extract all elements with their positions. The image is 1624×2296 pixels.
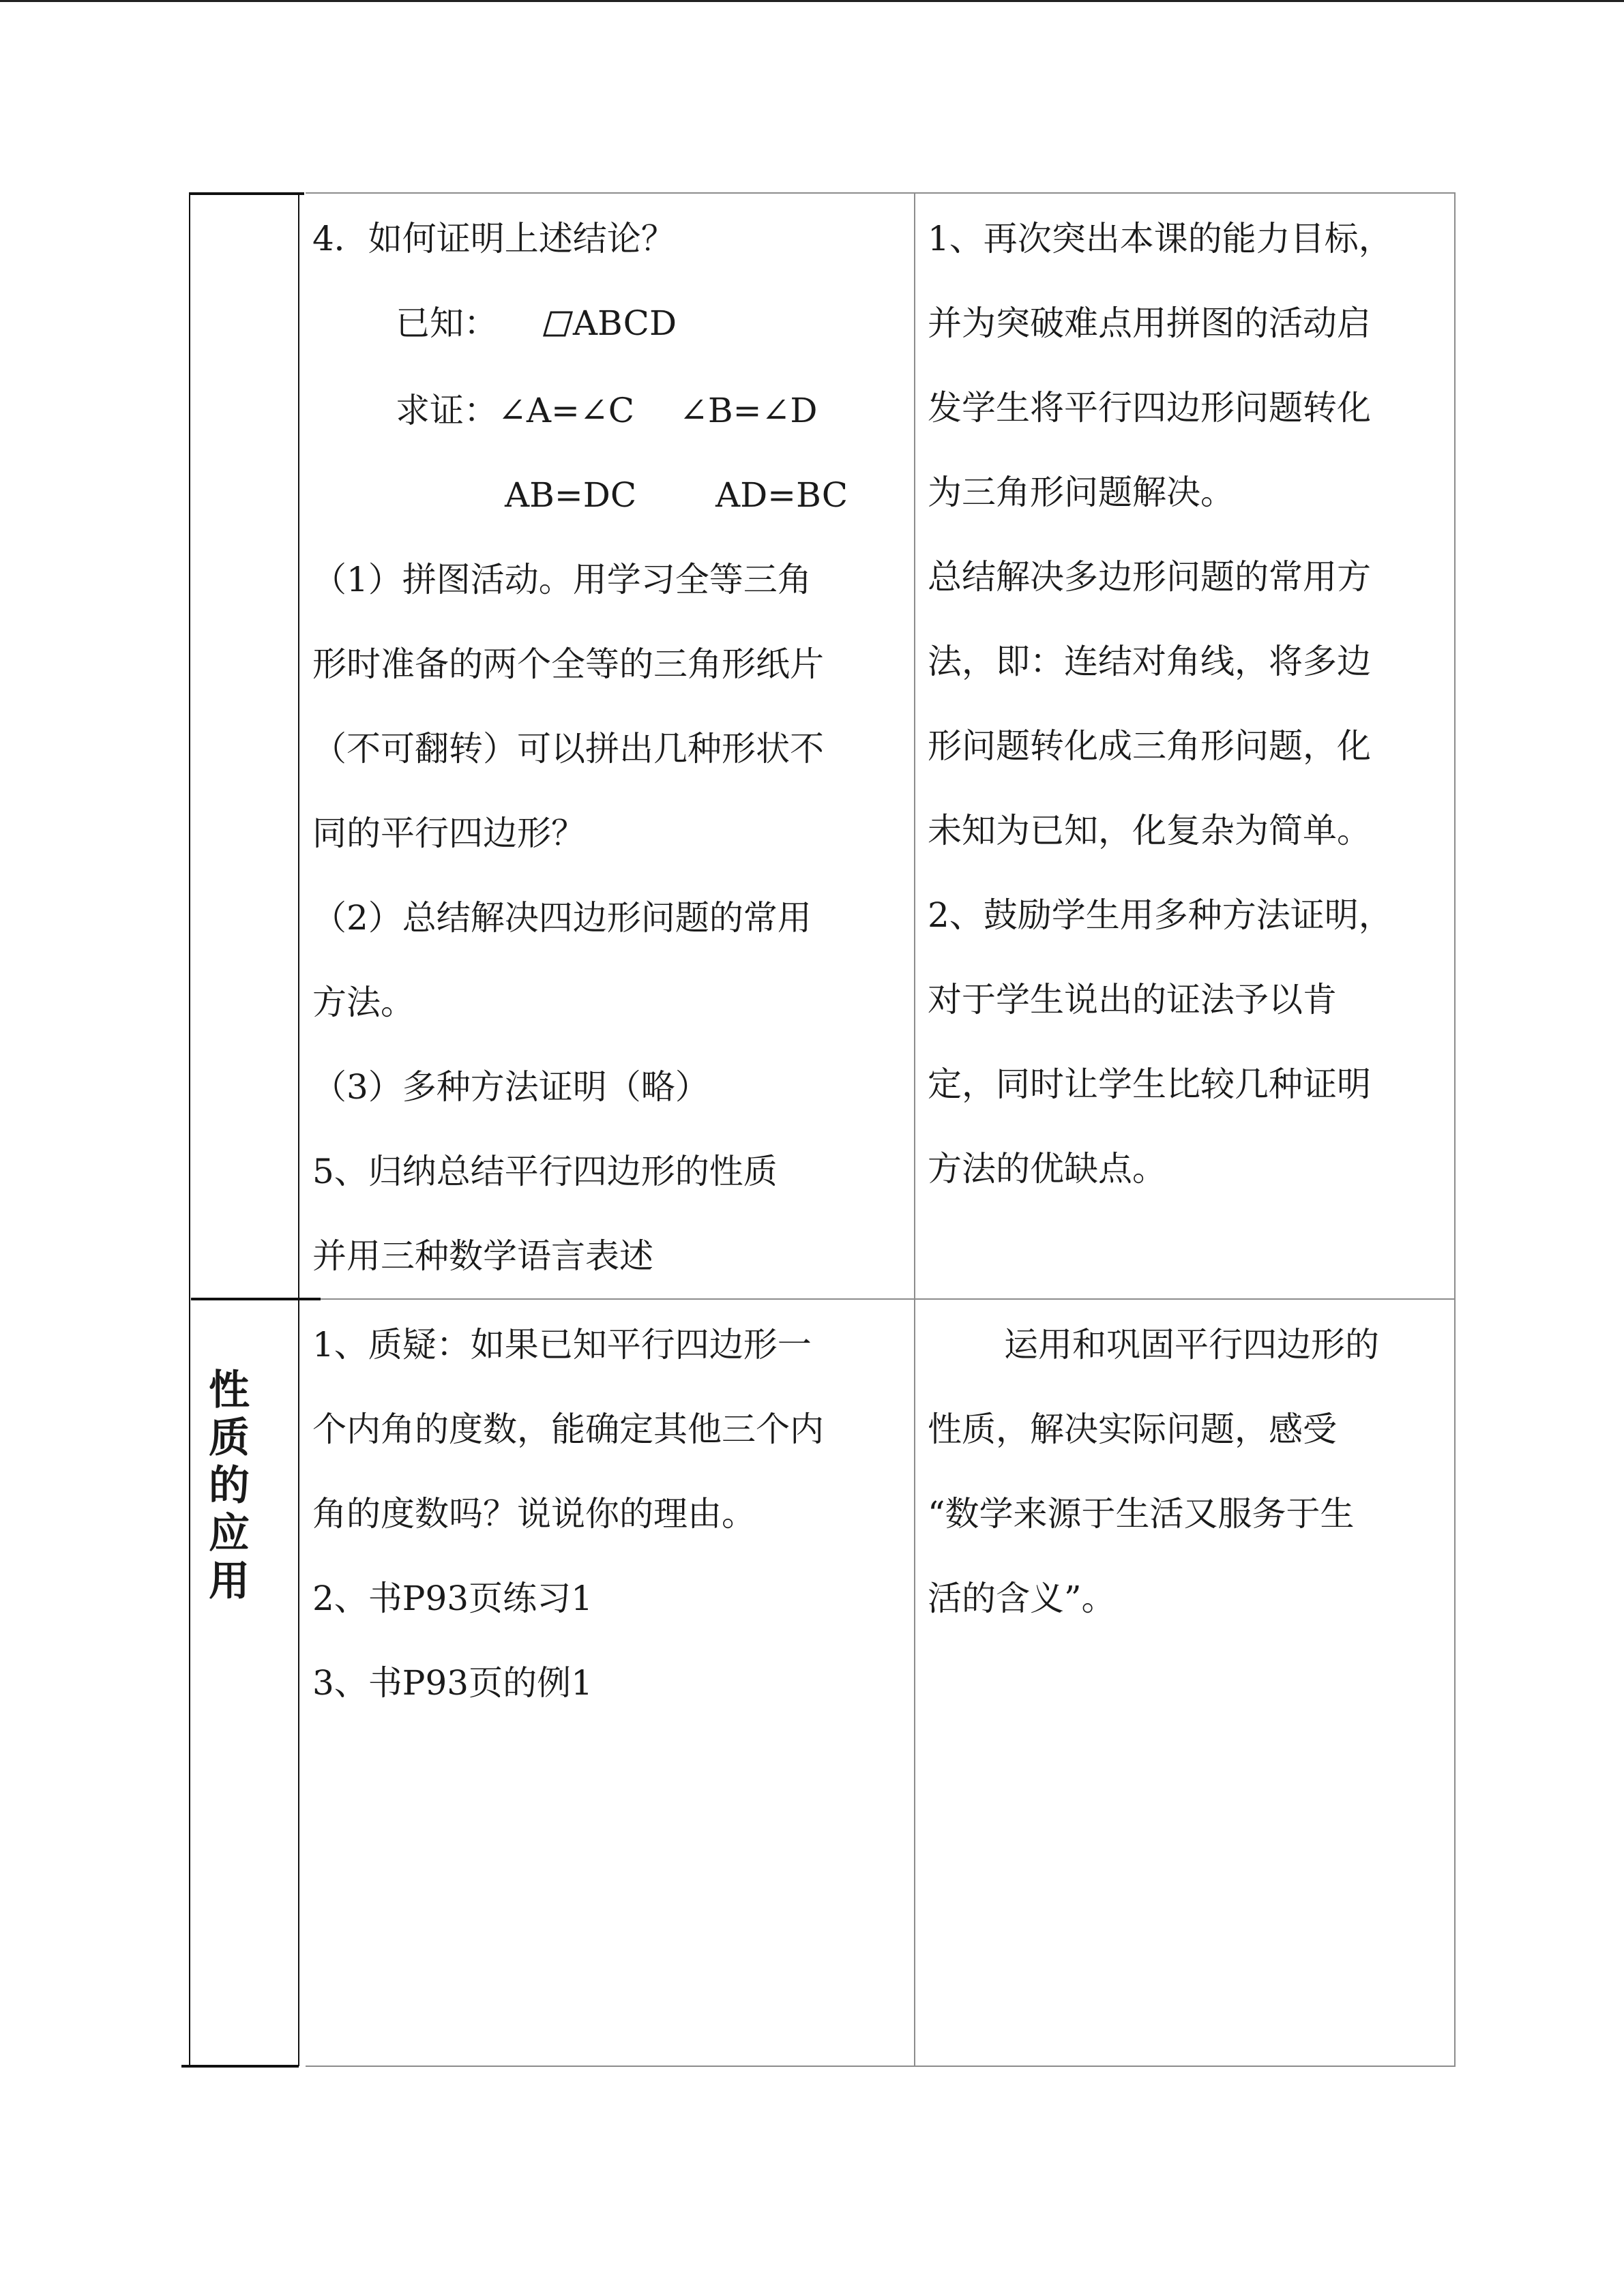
activity-line: 个内角的度数，能确定其他三个内 — [312, 1410, 824, 1449]
purpose-line: 定，同时让学生比较几种证明 — [928, 1064, 1371, 1104]
section-label-char: 应 — [209, 1510, 250, 1557]
prove-line: AB=DC AD=BC — [505, 475, 848, 515]
activity-line: 1、质疑：如果已知平行四边形一 — [312, 1325, 812, 1365]
label-column-divider — [191, 1298, 321, 1300]
purpose-line: 法，即：连结对角线，将多边 — [928, 642, 1371, 681]
purpose-line: 活的含义”。 — [928, 1579, 1116, 1618]
table-right-border — [1454, 192, 1456, 2066]
purpose-line: 对于学生说出的证法予以肯 — [928, 980, 1337, 1019]
activity-line: 同的平行四边形？ — [312, 814, 585, 853]
purpose-line: 为三角形问题解决。 — [928, 473, 1235, 512]
activity-line: （2）总结解决四边形问题的常用 — [312, 898, 812, 938]
section-label-char: 的 — [209, 1462, 250, 1510]
purpose-line: 运用和巩固平行四边形的 — [1004, 1325, 1379, 1365]
prove-line: 求证：∠A=∠C ∠B=∠D — [396, 391, 818, 430]
activity-line: 并用三种数学语言表述 — [312, 1236, 653, 1276]
activity-line: （1）拼图活动。用学习全等三角 — [312, 560, 812, 599]
purpose-line: “数学来源于生活又服务于生 — [928, 1494, 1355, 1534]
label-column-top-border — [190, 192, 304, 195]
purpose-line: 未知为已知，化复杂为简单。 — [928, 811, 1371, 850]
row1-activity-cell — [312, 196, 848, 1298]
row2-purpose-cell — [928, 1302, 1379, 1641]
given-label: 已知： — [396, 303, 498, 343]
purpose-line: 1、再次突出本课的能力目标， — [928, 219, 1393, 258]
table-top-border — [306, 192, 1456, 194]
column-divider-1 — [298, 192, 299, 2066]
parallelogram-icon — [543, 284, 573, 368]
purpose-line: 2、鼓励学生用多种方法证明， — [928, 895, 1393, 935]
activity-line: 2、书P93页练习1 — [312, 1579, 593, 1618]
section-label-char: 性 — [209, 1367, 250, 1414]
purpose-line: 发学生将平行四边形问题转化 — [928, 388, 1371, 428]
given-figure-name: ABCD — [572, 303, 677, 343]
activity-line: （不可翻转）可以拼出几种形状不 — [312, 729, 824, 769]
section-label-char: 用 — [209, 1557, 250, 1605]
activity-line: （3）多种方法证明（略） — [312, 1067, 709, 1107]
activity-line: 角的度数吗？说说你的理由。 — [312, 1494, 756, 1534]
purpose-line: 总结解决多边形问题的常用方 — [928, 557, 1371, 597]
purpose-line: 方法的优缺点。 — [928, 1149, 1166, 1189]
table-bottom-border — [306, 2066, 1456, 2067]
row1-purpose-cell — [928, 196, 1393, 1211]
table-left-border — [189, 192, 190, 2066]
activity-line: 方法。 — [312, 983, 415, 1022]
column-divider-2 — [914, 192, 915, 2066]
row2-activity-cell — [312, 1302, 824, 1725]
page-top-border — [0, 0, 1624, 2]
activity-line: 3、书P93页的例1 — [312, 1663, 593, 1703]
given-line — [312, 281, 848, 368]
section-label-char: 质 — [209, 1414, 250, 1462]
purpose-line: 性质，解决实际问题，感受 — [928, 1410, 1337, 1449]
section-label — [205, 1367, 254, 1605]
activity-line: 形时准备的两个全等的三角形纸片 — [312, 644, 824, 684]
activity-line: 5、归纳总结平行四边形的性质 — [312, 1152, 778, 1191]
purpose-line: 形问题转化成三角形问题，化 — [928, 726, 1371, 766]
label-column-bottom-border — [181, 2065, 299, 2068]
purpose-line: 并为突破难点用拼图的活动启 — [928, 303, 1371, 343]
activity-line: 4．如何证明上述结论？ — [312, 219, 675, 258]
row-divider — [306, 1298, 1456, 1300]
